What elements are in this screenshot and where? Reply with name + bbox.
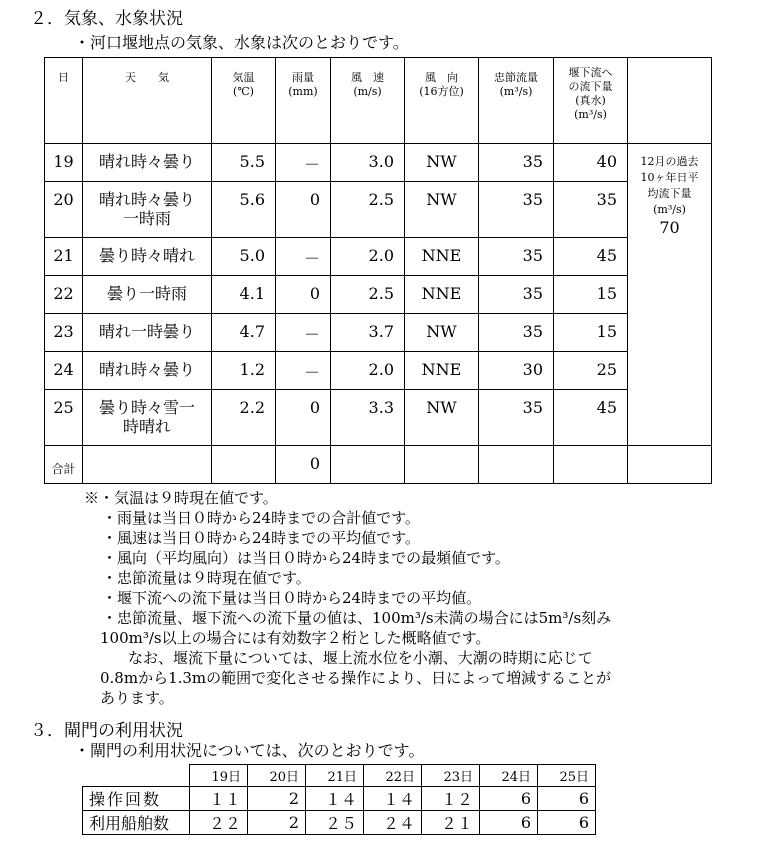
gate-day-header: 19日	[190, 765, 248, 787]
tadanori-cell: 35	[479, 390, 554, 446]
table-row	[45, 182, 712, 238]
header-downstream: 堰下流へ の流下量 (真水) (m³/s)	[554, 58, 628, 144]
table-row	[45, 352, 712, 390]
wind-dir-cell: NNE	[405, 352, 479, 390]
total-tadanori-cell	[479, 446, 554, 484]
note-line: ※・気温は９時現在値です。	[84, 489, 278, 507]
wind-speed-cell: 3.3	[331, 390, 405, 446]
gate-day-header: 20日	[248, 765, 306, 787]
gate-cell: ２４	[364, 811, 422, 835]
header-blank	[628, 58, 712, 144]
gate-day-header: 24日	[480, 765, 538, 787]
weather-header-row	[45, 58, 712, 144]
gate-cell: １２	[422, 787, 480, 811]
table-row	[45, 144, 712, 182]
gate-row-label: 操作回数	[83, 787, 190, 811]
header-tadanori: 忠節流量 (m³/s)	[479, 58, 554, 144]
table-row	[45, 276, 712, 314]
header-rain: 雨量 (mm)	[276, 58, 331, 144]
downstream-cell: 15	[554, 276, 628, 314]
wind-dir-cell: NW	[405, 314, 479, 352]
rain-cell: －	[276, 314, 331, 352]
wind-speed-cell: 2.0	[331, 352, 405, 390]
total-weather-cell	[83, 446, 212, 484]
wind-speed-cell: 2.0	[331, 238, 405, 276]
weather-cell: 曇り一時雨	[83, 276, 212, 314]
section2-intro: ・河口堰地点の気象、水象は次のとおりです。	[74, 33, 409, 52]
rain-cell: 0	[276, 276, 331, 314]
rain-cell: －	[276, 144, 331, 182]
header-temp: 気温 (℃)	[212, 58, 276, 144]
gate-cell: 6	[538, 811, 596, 835]
note-line: あります。	[100, 689, 174, 707]
day-cell: 22	[45, 276, 83, 314]
gate-day-header: 23日	[422, 765, 480, 787]
gate-day-header: 22日	[364, 765, 422, 787]
temp-cell: 4.7	[212, 314, 276, 352]
downstream-cell: 15	[554, 314, 628, 352]
wind-dir-cell: NW	[405, 390, 479, 446]
temp-cell: 5.6	[212, 182, 276, 238]
gate-row-label: 利用船舶数	[83, 811, 190, 835]
header-wind-dir: 風 向 (16方位)	[405, 58, 479, 144]
gate-cell: 2	[248, 811, 306, 835]
gate-cell: ２１	[422, 811, 480, 835]
rain-cell: －	[276, 352, 331, 390]
weather-cell: 晴れ一時曇り	[83, 314, 212, 352]
weather-table	[44, 57, 712, 484]
total-row	[45, 446, 712, 484]
average-flow-value: 70	[659, 218, 680, 237]
day-cell: 19	[45, 144, 83, 182]
wind-speed-cell: 3.0	[331, 144, 405, 182]
total-label: 合計	[45, 446, 83, 484]
weather-cell: 晴れ時々曇り	[83, 144, 212, 182]
temp-cell: 5.5	[212, 144, 276, 182]
gate-cell: １４	[306, 787, 364, 811]
note-line: ・風速は当日０時から24時までの平均値です。	[102, 529, 420, 547]
gate-cell: 2	[248, 787, 306, 811]
total-wind-dir-cell	[405, 446, 479, 484]
wind-dir-cell: NW	[405, 144, 479, 182]
gate-header-row	[83, 765, 596, 787]
temp-cell: 5.0	[212, 238, 276, 276]
note-line: ・忠節流量、堰下流への流下量の値は、100m³/s未満の場合には5m³/s刻み	[102, 609, 612, 627]
gate-cell: 6	[480, 787, 538, 811]
note-line: なお、堰流下量については、堰上流水位を小潮、大潮の時期に応じて	[128, 649, 593, 667]
temp-cell: 1.2	[212, 352, 276, 390]
wind-speed-cell: 2.5	[331, 182, 405, 238]
wind-speed-cell: 3.7	[331, 314, 405, 352]
total-rain-cell: 0	[276, 446, 331, 484]
average-flow-cell: 12月の過去 10ヶ年日平 均流下量 (m³/s) 70	[628, 144, 712, 446]
tadanori-cell: 35	[479, 276, 554, 314]
note-line: ・忠節流量は９時現在値です。	[102, 569, 311, 587]
gate-cell: 6	[480, 811, 538, 835]
wind-speed-cell: 2.5	[331, 276, 405, 314]
note-line: 100m³/s以上の場合には有効数字２桁とした概略値です。	[100, 629, 491, 647]
wind-dir-cell: NNE	[405, 276, 479, 314]
header-weather: 天 気	[83, 58, 212, 144]
tadanori-cell: 35	[479, 238, 554, 276]
total-wind-speed-cell	[331, 446, 405, 484]
gate-row-ships	[83, 811, 596, 835]
day-cell: 25	[45, 390, 83, 446]
downstream-cell: 45	[554, 238, 628, 276]
header-day: 日	[45, 58, 83, 144]
note-line: 0.8mから1.3mの範囲で変化させる操作により、日によって増減することが	[100, 669, 612, 687]
table-row	[45, 238, 712, 276]
rain-cell: 0	[276, 182, 331, 238]
wind-dir-cell: NNE	[405, 238, 479, 276]
section3-heading: ３．閘門の利用状況	[30, 721, 183, 741]
gate-cell: １１	[190, 787, 248, 811]
day-cell: 21	[45, 238, 83, 276]
weather-cell: 晴れ時々曇り	[83, 352, 212, 390]
note-line: ・雨量は当日０時から24時までの合計値です。	[102, 509, 420, 527]
note-line: ・風向（平均風向）は当日０時から24時までの最頻値です。	[102, 549, 510, 567]
downstream-cell: 25	[554, 352, 628, 390]
tadanori-cell: 35	[479, 182, 554, 238]
day-cell: 20	[45, 182, 83, 238]
section2-heading: ２．気象、水象状況	[30, 9, 183, 29]
gate-cell: 6	[538, 787, 596, 811]
day-cell: 23	[45, 314, 83, 352]
downstream-cell: 40	[554, 144, 628, 182]
gate-row-operations	[83, 787, 596, 811]
gate-day-header: 21日	[306, 765, 364, 787]
downstream-cell: 35	[554, 182, 628, 238]
weather-cell: 曇り時々晴れ	[83, 238, 212, 276]
gate-table	[82, 764, 596, 835]
gate-cell: １４	[364, 787, 422, 811]
rain-cell: 0	[276, 390, 331, 446]
day-cell: 24	[45, 352, 83, 390]
tadanori-cell: 30	[479, 352, 554, 390]
rain-cell: －	[276, 238, 331, 276]
weather-cell: 曇り時々雪一 時晴れ	[83, 390, 212, 446]
tadanori-cell: 35	[479, 314, 554, 352]
downstream-cell: 45	[554, 390, 628, 446]
section3-intro: ・閘門の利用状況については、次のとおりです。	[74, 741, 425, 760]
table-row	[45, 314, 712, 352]
tadanori-cell: 35	[479, 144, 554, 182]
notes-block	[84, 488, 611, 708]
note-line: ・堰下流への流下量は当日０時から24時までの平均値。	[102, 589, 482, 607]
total-downstream-cell	[554, 446, 628, 484]
header-wind-speed: 風 速 (m/s)	[331, 58, 405, 144]
total-temp-cell	[212, 446, 276, 484]
gate-day-header: 25日	[538, 765, 596, 787]
gate-corner	[83, 765, 190, 787]
total-average-cell	[628, 446, 712, 484]
temp-cell: 2.2	[212, 390, 276, 446]
gate-cell: ２５	[306, 811, 364, 835]
table-row	[45, 390, 712, 446]
gate-cell: ２２	[190, 811, 248, 835]
temp-cell: 4.1	[212, 276, 276, 314]
wind-dir-cell: NW	[405, 182, 479, 238]
weather-cell: 晴れ時々曇り 一時雨	[83, 182, 212, 238]
